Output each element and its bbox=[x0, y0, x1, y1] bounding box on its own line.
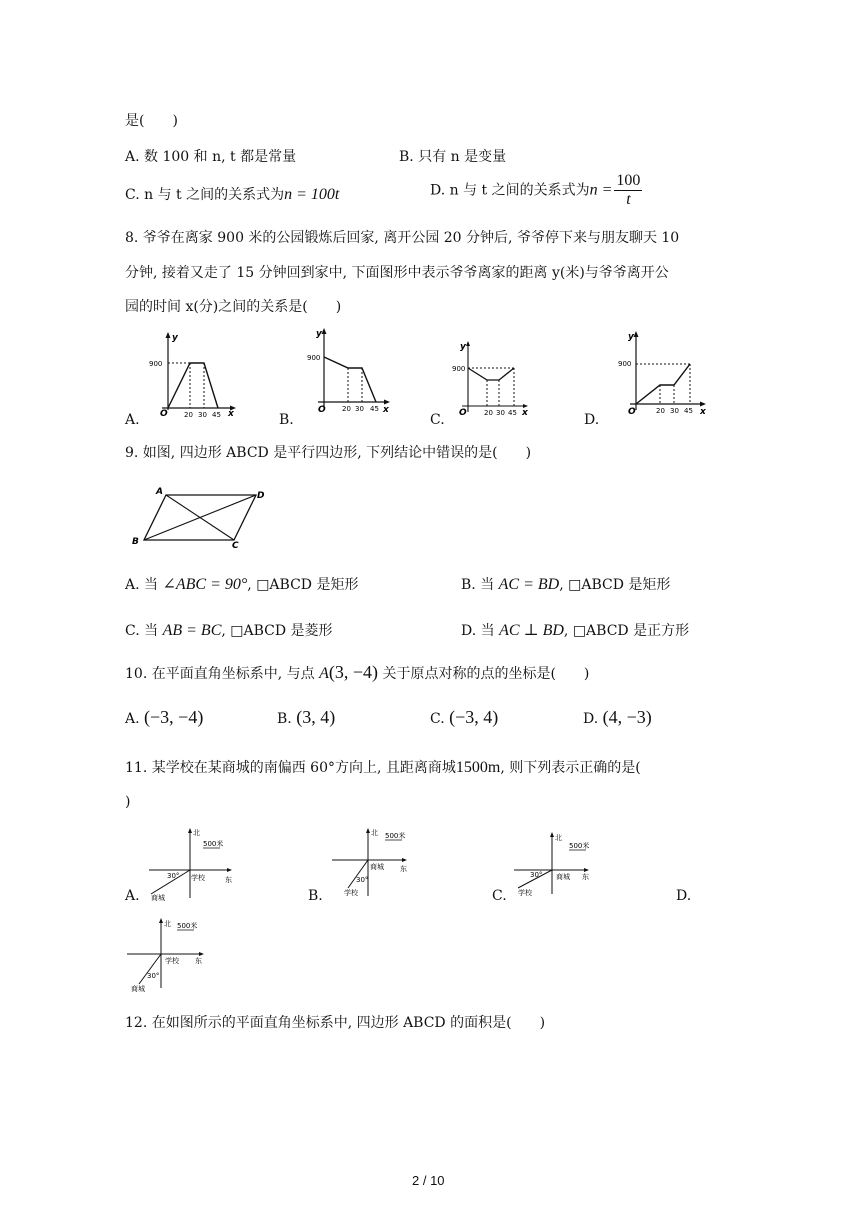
q11-b-scale: 500米 bbox=[385, 832, 406, 840]
q8-graph-d-x-tick-20: 20 bbox=[656, 407, 665, 415]
q11-c-north: 北 bbox=[555, 834, 562, 842]
q11-a-angle: 30° bbox=[167, 872, 180, 880]
q10-option-a bbox=[125, 707, 203, 728]
q8-graph-a-x-tick-45: 45 bbox=[212, 411, 221, 418]
q11-d-mall: 商城 bbox=[131, 985, 145, 993]
q10-stem-post: 关于原点对称的点的坐标是( ) bbox=[382, 666, 590, 682]
q10-option-b bbox=[277, 707, 335, 728]
q7-stem-tail: 是( ) bbox=[125, 113, 178, 129]
q9-option-b bbox=[461, 574, 670, 594]
q8-graph-b bbox=[302, 326, 392, 414]
q7-option-d bbox=[430, 172, 642, 209]
q8-graph-d-y-tick: 900 bbox=[618, 360, 632, 368]
q11-d-scale: 500米 bbox=[177, 922, 198, 930]
q10-option-a-value: (−3, −4) bbox=[144, 707, 204, 727]
q7-option-b: B. 只有 n 是变量 bbox=[399, 149, 507, 165]
q9-stem: 9. 如图, 四边形 ABCD 是平行四边形, 下列结论中错误的是( ) bbox=[125, 445, 532, 461]
q10-stem bbox=[125, 662, 589, 683]
q8-graph-c-y-tick: 900 bbox=[452, 365, 466, 373]
q9-option-d bbox=[461, 620, 689, 640]
q10-stem-pre: 10. 在平面直角坐标系中, 与点 bbox=[125, 666, 315, 682]
q9-option-c-pre: C. 当 bbox=[125, 623, 159, 639]
q9-label-b: B bbox=[132, 537, 139, 547]
q10-option-d bbox=[583, 707, 652, 728]
q11-b-east: 东 bbox=[400, 865, 407, 873]
q10-stem-coord: (3, −4) bbox=[328, 662, 378, 682]
q10-option-a-label: A. bbox=[125, 711, 140, 727]
q10-option-b-value: (3, 4) bbox=[296, 707, 336, 727]
q8-graph-d-x-tick-30: 30 bbox=[670, 407, 679, 415]
q10-option-c-label: C. bbox=[430, 711, 445, 727]
q7-option-d-fraction bbox=[614, 172, 642, 209]
q8-graph-a-y-label: y bbox=[172, 333, 178, 343]
q11-d-east: 东 bbox=[195, 957, 202, 965]
q7-fraction-denominator: t bbox=[626, 191, 631, 208]
q10-option-c-value: (−3, 4) bbox=[449, 707, 499, 727]
q8-graph-b-origin: O bbox=[318, 405, 326, 414]
q8-stem-line2: 分钟, 接着又走了 15 分钟回到家中, 下面图形中表示爷爷离家的距离 y(米)与爷爷离开公 bbox=[125, 265, 669, 281]
q9-option-a-expr: ∠ABC = 90° bbox=[162, 576, 248, 593]
q11-a-mall: 商城 bbox=[151, 894, 165, 902]
q11-b-mall: 商城 bbox=[370, 863, 384, 871]
q9-option-c bbox=[125, 620, 333, 640]
q8-graph-c bbox=[450, 338, 530, 418]
q9-option-c-expr: AB = BC bbox=[162, 622, 222, 639]
q8-graph-b-x-tick-45: 45 bbox=[370, 405, 379, 413]
q8-graph-b-x-label: x bbox=[383, 405, 389, 414]
q11-a-east: 东 bbox=[225, 876, 232, 884]
page-number: 2 / 10 bbox=[412, 1173, 445, 1188]
q9-option-a bbox=[125, 574, 358, 594]
q11-d-north: 北 bbox=[164, 920, 171, 928]
q8-option-b-label: B. bbox=[279, 412, 294, 428]
q10-option-c bbox=[430, 707, 498, 728]
q10-option-b-label: B. bbox=[277, 711, 292, 727]
q11-option-d-label: D. bbox=[676, 888, 692, 904]
q11-a-scale: 500米 bbox=[203, 840, 224, 848]
q11-diagram-c bbox=[512, 830, 592, 898]
q8-graph-d-y-label: y bbox=[628, 332, 634, 342]
q10-option-d-label: D. bbox=[583, 711, 599, 727]
q8-option-d-label: D. bbox=[584, 412, 600, 428]
q8-graph-d-x-tick-45: 45 bbox=[684, 407, 693, 415]
q8-graph-c-origin: O bbox=[459, 408, 467, 418]
q10-stem-point: A bbox=[319, 665, 329, 682]
q9-option-b-expr: AC = BD bbox=[498, 576, 560, 593]
q9-label-d: D bbox=[257, 491, 265, 501]
q11-stem-distance: 1500m bbox=[455, 759, 501, 776]
q8-graph-b-x-tick-30: 30 bbox=[355, 405, 364, 413]
q8-graph-a bbox=[148, 330, 238, 418]
q8-graph-d bbox=[610, 328, 710, 418]
q11-option-a-label: A. bbox=[125, 888, 140, 904]
q11-diagram-b bbox=[330, 826, 410, 898]
q9-label-a: A bbox=[156, 487, 163, 497]
q11-option-b-label: B. bbox=[308, 888, 323, 904]
q8-graph-a-y-tick: 900 bbox=[149, 360, 163, 368]
q11-stem-pre: 11. 某学校在某商城的南偏西 60°方向上, 且距离商城 bbox=[125, 760, 456, 776]
q8-graph-b-y-label: y bbox=[316, 329, 322, 339]
q7-option-a: A. 数 100 和 n, t 都是常量 bbox=[125, 149, 297, 165]
q8-stem-line3: 园的时间 x(分)之间的关系是( ) bbox=[125, 299, 342, 315]
q8-graph-c-x-tick-30: 30 bbox=[496, 409, 505, 417]
q9-option-a-pre: A. 当 bbox=[125, 577, 159, 593]
q8-graph-a-x-label: x bbox=[228, 409, 234, 418]
q8-graph-a-x-tick-20: 20 bbox=[184, 411, 193, 418]
q8-graph-c-x-tick-45: 45 bbox=[508, 409, 517, 417]
q7-option-c-expr: n = 100t bbox=[284, 186, 340, 203]
q11-b-north: 北 bbox=[371, 829, 378, 837]
q9-option-b-pre: B. 当 bbox=[461, 577, 495, 593]
q7-fraction-numerator: 100 bbox=[616, 172, 641, 189]
q9-option-d-pre: D. 当 bbox=[461, 623, 495, 639]
q11-option-c-label: C. bbox=[492, 888, 507, 904]
q8-graph-c-x-label: x bbox=[522, 408, 528, 418]
q11-c-angle: 30° bbox=[530, 871, 543, 879]
q11-stem bbox=[125, 757, 641, 777]
q7-option-d-lhs: n = bbox=[589, 181, 613, 199]
q11-diagram-a bbox=[145, 826, 235, 902]
q9-parallelogram-figure bbox=[128, 482, 278, 550]
q9-option-b-post: , □ABCD 是矩形 bbox=[559, 577, 671, 593]
q8-graph-d-origin: O bbox=[628, 407, 636, 417]
q11-d-school: 学校 bbox=[165, 957, 179, 965]
q11-b-angle: 30° bbox=[356, 876, 369, 884]
q8-graph-b-y-tick: 900 bbox=[307, 354, 321, 362]
q11-d-angle: 30° bbox=[147, 972, 160, 980]
q8-graph-c-x-tick-20: 20 bbox=[484, 409, 493, 417]
q11-a-school: 学校 bbox=[191, 874, 205, 882]
q11-c-mall: 商城 bbox=[556, 873, 570, 881]
q8-graph-b-x-tick-20: 20 bbox=[342, 405, 351, 413]
q7-option-c bbox=[125, 184, 339, 204]
q7-option-d-text: D. n 与 t 之间的关系式为 bbox=[430, 182, 590, 199]
q11-stem-close: ) bbox=[125, 794, 131, 810]
q11-c-east: 东 bbox=[582, 873, 589, 881]
q8-graph-c-y-label: y bbox=[460, 342, 466, 352]
q11-b-school: 学校 bbox=[344, 889, 358, 897]
q11-diagram-d bbox=[125, 916, 207, 994]
q7-option-c-text: C. n 与 t 之间的关系式为 bbox=[125, 187, 285, 203]
q9-label-c: C bbox=[232, 541, 239, 550]
q12-stem: 12. 在如图所示的平面直角坐标系中, 四边形 ABCD 的面积是( ) bbox=[125, 1015, 546, 1031]
q9-option-a-post: , □ABCD 是矩形 bbox=[247, 577, 359, 593]
q8-graph-d-x-label: x bbox=[700, 407, 706, 417]
q11-a-north: 北 bbox=[193, 829, 200, 837]
q8-graph-a-x-tick-30: 30 bbox=[198, 411, 207, 418]
q11-c-school: 学校 bbox=[518, 889, 532, 897]
q9-option-c-post: , □ABCD 是菱形 bbox=[221, 623, 333, 639]
q11-stem-post: , 则下列表示正确的是( bbox=[500, 760, 641, 776]
q8-stem-line1: 8. 爷爷在离家 900 米的公园锻炼后回家, 离开公园 20 分钟后, 爷爷停下来与朋友聊天 10 bbox=[125, 230, 680, 246]
q9-option-d-expr: AC ⊥ BD bbox=[499, 622, 564, 639]
q8-graph-a-origin: O bbox=[160, 409, 168, 418]
q8-option-c-label: C. bbox=[430, 412, 445, 428]
q10-option-d-value: (4, −3) bbox=[602, 707, 652, 727]
q11-c-scale: 500米 bbox=[569, 842, 590, 850]
q9-option-d-post: , □ABCD 是正方形 bbox=[563, 623, 690, 639]
q8-option-a-label: A. bbox=[125, 412, 140, 428]
